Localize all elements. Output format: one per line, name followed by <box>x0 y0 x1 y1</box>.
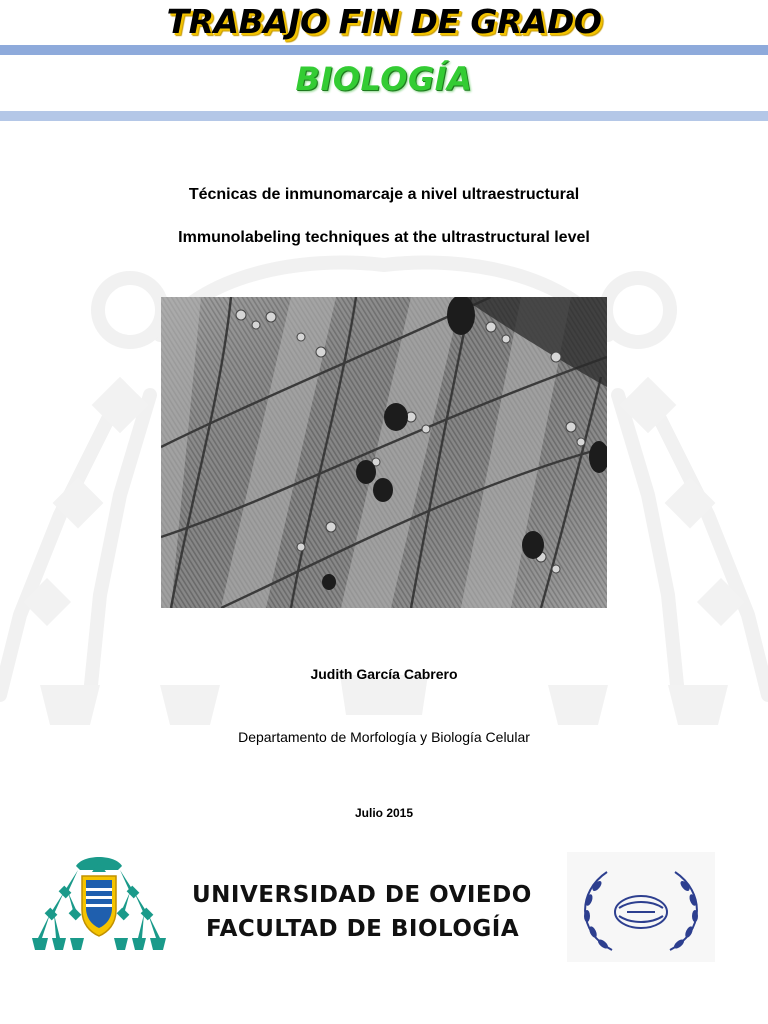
thesis-title-english: Immunolabeling techniques at the ultrastructural level <box>178 229 590 246</box>
author-name: Judith García Cabrero <box>310 666 458 682</box>
department-name: Departamento de Morfología y Biología Celular <box>238 729 530 745</box>
thesis-title-spanish: Técnicas de inmunomarcaje a nivel ultraestructural <box>188 186 580 203</box>
faculty-name: FACULTAD DE BIOLOGÍA <box>206 916 520 942</box>
electron-micrograph-image <box>161 297 607 608</box>
subject-title: BIOLOGÍA <box>295 60 473 98</box>
university-crest-icon <box>28 852 170 958</box>
submission-date: Julio 2015 <box>354 806 414 820</box>
header-band-bottom <box>0 111 768 121</box>
university-name: UNIVERSIDAD DE OVIEDO <box>192 882 532 908</box>
university-name-block <box>190 878 550 946</box>
header-band-top <box>0 45 768 55</box>
document-header-title: TRABAJO FIN DE GRADO <box>166 2 602 41</box>
faculty-wreath-logo-icon <box>567 852 715 962</box>
